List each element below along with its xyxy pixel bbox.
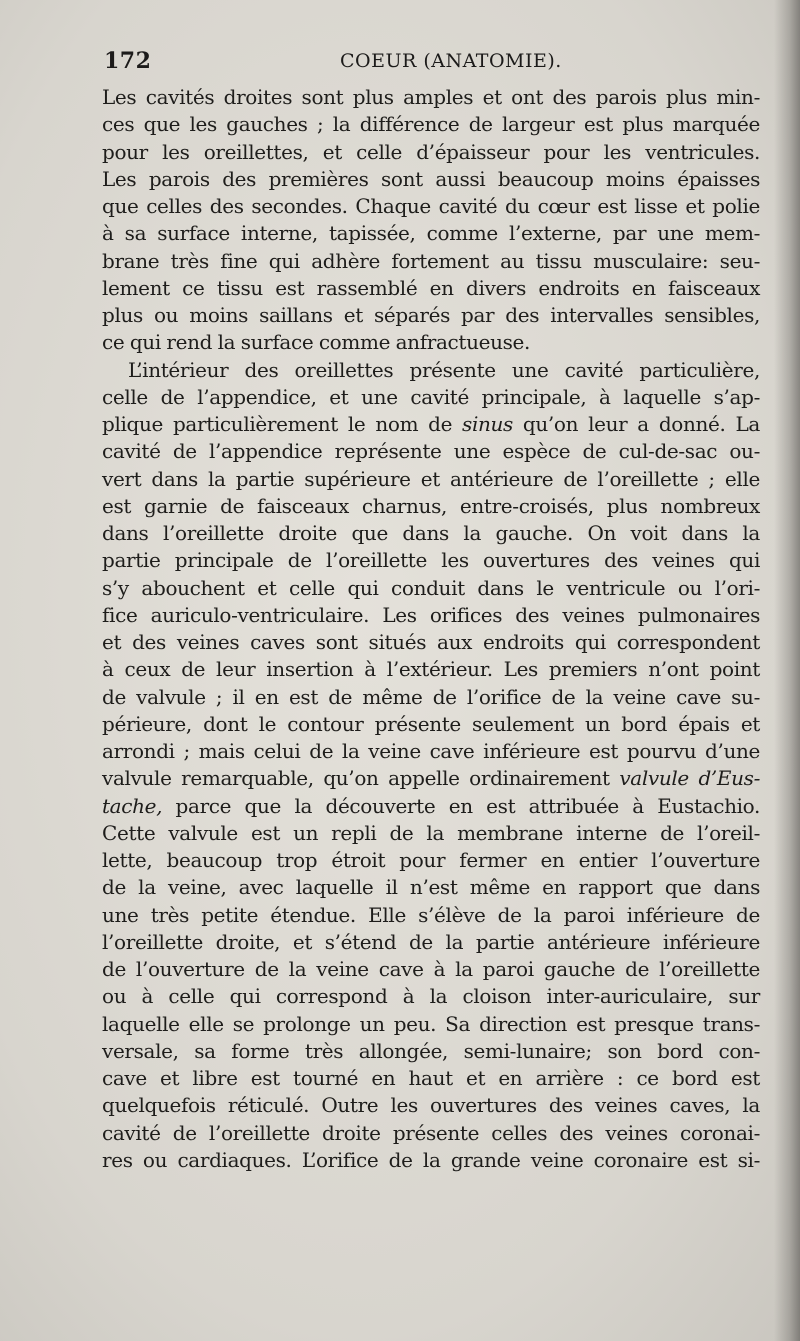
text-line: vert dans la partie supérieure et antérieure de l’oreillette ; elle [102, 466, 760, 491]
text-line: laquelle elle se prolonge un peu. Sa direction est presque trans- [102, 1011, 760, 1036]
italic-term: valvule d’Eus- [619, 766, 761, 791]
text-line: partie principale de l’oreillette les ouvertures des veines qui [102, 548, 760, 573]
text-line: fice auriculo-ventriculaire. Les orifices des veines pulmonaires [102, 602, 760, 627]
page-number: 172 [104, 48, 152, 74]
text-line: pour les oreillettes, et celle d’épaisseur pour les ventricules. [102, 139, 760, 164]
text-line: quelquefois réticulé. Outre les ouvertures des veines caves, la [102, 1093, 760, 1118]
text-line: à ceux de leur insertion à l’extérieur. Les premiers n’ont point [102, 657, 760, 682]
text-line: lette, beaucoup trop étroit pour fermer en entier l’ouverture [102, 848, 760, 872]
text-line: L’intérieur des oreillettes présente une cavité particulière, [128, 357, 760, 382]
text-line: brane très fine qui adhère fortement au tissu musculaire: seu- [102, 248, 760, 273]
text-line: Les cavités droites sont plus amples et ont des parois plus min- [102, 85, 760, 109]
text-line: tache, parce que la découverte en est attribuée à Eustachio. [102, 793, 760, 818]
italic-term: sinus [462, 412, 513, 436]
text-line: versale, sa forme très allongée, semi-lunaire; son bord con- [102, 1038, 760, 1063]
page-header [104, 46, 760, 78]
text-line: s’y abouchent et celle qui conduit dans le ventricule ou l’ori- [102, 575, 760, 600]
body-text [102, 84, 760, 1174]
text-line: ces que les gauches ; la différence de largeur est plus marquée [102, 112, 760, 137]
text-line: est garnie de faisceaux charnus, entre-croisés, plus nombreux [102, 493, 760, 518]
text-line: et des veines caves sont situés aux endroits qui correspondent [102, 630, 760, 654]
italic-term: tache, [102, 793, 163, 818]
text-line: ou à celle qui correspond à la cloison inter-auriculaire, sur [102, 984, 760, 1009]
text-line: que celles des secondes. Chaque cavité du cœur est lisse et polie [102, 194, 760, 218]
text-line: de la veine, avec laquelle il n’est même en rapport que dans [102, 875, 760, 900]
page-edge-shadow [774, 0, 800, 1341]
text-line: lement ce tissu est rassemblé en divers endroits en faisceaux [102, 275, 760, 300]
text-line: arrondi ; mais celui de la veine cave inférieure est pourvu d’une [102, 739, 760, 763]
text-line: Cette valvule est un repli de la membrane interne de l’oreil- [102, 820, 760, 845]
text-line: cave et libre est tourné en haut et en arrière : ce bord est [102, 1066, 760, 1090]
text-line: valvule remarquable, qu’on appelle ordinairement valvule d’Eus- [102, 766, 761, 791]
text-line: celle de l’appendice, et une cavité principale, à laquelle s’ap- [102, 384, 760, 409]
text-line: de valvule ; il en est de même de l’orifice de la veine cave su- [102, 684, 760, 709]
text-line: l’oreillette droite, et s’étend de la partie antérieure inférieure [102, 929, 760, 954]
text-line: ce qui rend la surface comme anfractueuse. [102, 330, 531, 355]
text-line: à sa surface interne, tapissée, comme l’externe, par une mem- [102, 221, 760, 246]
text-line: Les parois des premières sont aussi beaucoup moins épaisses [102, 166, 760, 191]
text-line: cavité de l’oreillette droite présente celles des veines coronai- [102, 1120, 760, 1145]
text-line: une très petite étendue. Elle s’élève de la paroi inférieure de [102, 902, 760, 927]
text-line: de l’ouverture de la veine cave à la paroi gauche de l’oreillette [102, 957, 760, 981]
running-head: COEUR (ANATOMIE). [340, 50, 562, 72]
text-line: plus ou moins saillans et séparés par des intervalles sensibles, [102, 303, 760, 327]
text-line: cavité de l’appendice représente une espèce de cul-de-sac ou- [102, 439, 760, 464]
text-line: périeure, dont le contour présente seulement un bord épais et [102, 711, 760, 736]
text-line: dans l’oreillette droite que dans la gauche. On voit dans la [102, 521, 760, 545]
text-line: plique particulièrement le nom de sinus qu’on leur a donné. La [102, 412, 760, 436]
text-line: res ou cardiaques. L’orifice de la grande veine coronaire est si- [102, 1147, 760, 1172]
